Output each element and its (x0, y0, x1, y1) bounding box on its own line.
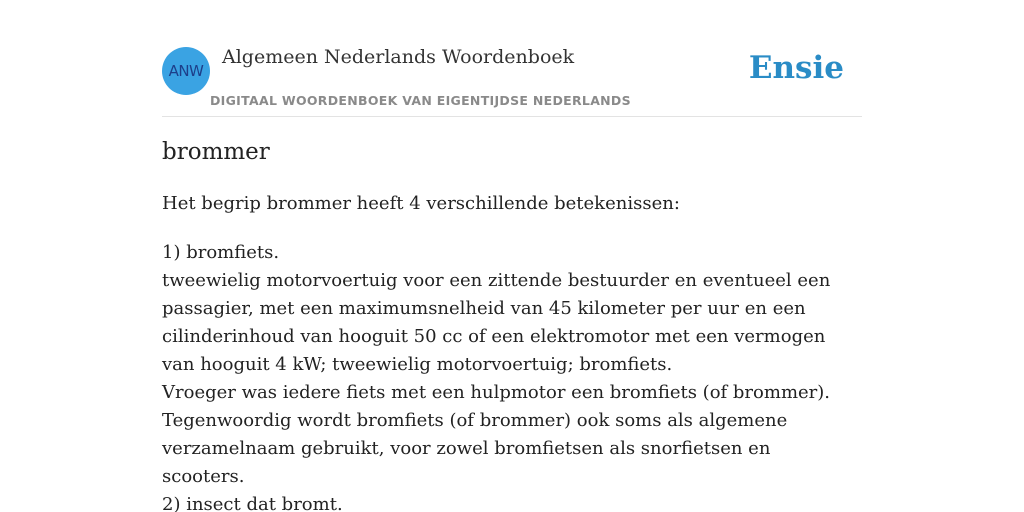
meaning-heading: 2) insect dat bromt. (162, 494, 343, 512)
meaning-item (162, 491, 842, 512)
meaning-note: Tegenwoordig wordt bromfiets (of brommer) ook soms als algemene verzamelnaam gebruikt, voor zowel bromfietsen als snorfietsen en scooters. (162, 410, 788, 487)
meaning-definition: tweewielig motorvoertuig voor een zittende bestuurder en eventueel een passagier, met een maximumsnelheid van 45 kilometer per uur en een cilinderinhoud van hooguit 50 cc of een elektromotor met een vermogen van hooguit 4 kW; tweewielig motorvoertuig; bromfiets. (162, 270, 831, 375)
site-subtitle: DIGITAAL WOORDENBOEK VAN EIGENTIJDSE NEDERLANDS (210, 93, 631, 108)
ensie-brand-logo[interactable]: Ensie (748, 50, 844, 86)
entry-intro: Het begrip brommer heeft 4 verschillende betekenissen: (162, 193, 680, 214)
meaning-note: Vroeger was iedere fiets met een hulpmotor een bromfiets (of brommer). (162, 382, 831, 403)
anw-logo[interactable]: ANW (162, 47, 210, 95)
site-header (162, 0, 862, 117)
meaning-item (162, 239, 842, 491)
site-title[interactable]: Algemeen Nederlands Woordenboek (222, 46, 575, 68)
meaning-heading: 1) bromfiets. (162, 242, 280, 263)
page-container (162, 0, 862, 512)
entry-term: brommer (162, 139, 270, 165)
